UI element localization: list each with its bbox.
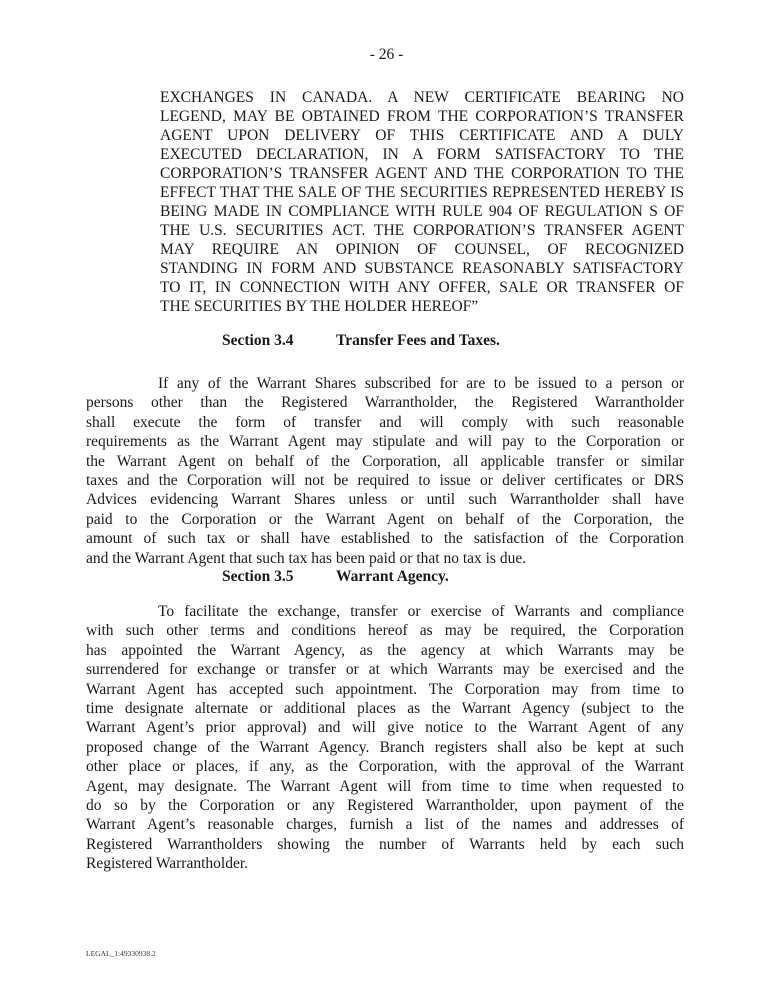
legend-line: MAY REQUIRE AN OPINION OF COUNSEL, OF RECOGNIZED <box>160 241 684 258</box>
legend-line: THE SECURITIES BY THE HOLDER HEREOF” <box>160 298 479 315</box>
paragraph-line: persons other than the Registered Warrantholder, the Registered Warrantholder <box>86 394 684 412</box>
paragraph-line: amount of such tax or shall have established to the satisfaction of the Corporation <box>86 530 684 548</box>
paragraph-line: Agent, may designate. The Warrant Agent will from time to time when requested to <box>86 777 684 795</box>
paragraph-line: surrendered for exchange or transfer or at which Warrants may be exercised and the <box>86 661 684 679</box>
paragraph-line: If any of the Warrant Shares subscribed for are to be issued to a person or <box>158 375 684 392</box>
section-number: Section 3.4 <box>222 332 294 349</box>
legend-line: THE U.S. SECURITIES ACT. THE CORPORATION’S TRANSFER AGENT <box>160 222 684 239</box>
paragraph-line: the Warrant Agent on behalf of the Corporation, all applicable transfer or similar <box>86 452 684 470</box>
paragraph-line: and the Warrant Agent that such tax has been paid or that no tax is due. <box>86 549 527 567</box>
section-3-4-heading <box>222 332 500 350</box>
legend-line: TO IT, IN CONNECTION WITH ANY OFFER, SALE OR TRANSFER OF <box>160 279 684 296</box>
paragraph-line: has appointed the Warrant Agency, as the agency at which Warrants may be <box>86 641 684 659</box>
section-title: Transfer Fees and Taxes. <box>336 332 500 349</box>
paragraph-line: Advices evidencing Warrant Shares unless or until such Warrantholder shall have <box>86 491 684 509</box>
legend-line: AGENT UPON DELIVERY OF THIS CERTIFICATE AND A DULY <box>160 127 684 144</box>
legend-line: STANDING IN FORM AND SUBSTANCE REASONABLY SATISFACTORY <box>160 260 684 277</box>
paragraph-line: Registered Warrantholder. <box>86 855 249 873</box>
paragraph-line: paid to the Corporation or the Warrant Agent on behalf of the Corporation, the <box>86 510 684 528</box>
paragraph-line: shall execute the form of transfer and will comply with such reasonable <box>86 413 684 431</box>
page-number: - 26 - <box>369 46 404 63</box>
document-footer-id: LEGAL_1:49330938.2 <box>86 949 156 958</box>
paragraph-line: Registered Warrantholders showing the number of Warrants held by each such <box>86 835 684 853</box>
paragraph-line: time designate alternate or additional places as the Warrant Agency (subject to the <box>86 699 684 717</box>
section-number: Section 3.5 <box>222 568 294 585</box>
legend-line: CORPORATION’S TRANSFER AGENT AND THE CORPORATION TO THE <box>160 165 684 182</box>
legend-line: EXCHANGES IN CANADA. A NEW CERTIFICATE BEARING NO <box>160 89 684 106</box>
legend-line: LEGEND, MAY BE OBTAINED FROM THE CORPORATION’S TRANSFER <box>160 108 684 125</box>
legend-line: EXECUTED DECLARATION, IN A FORM SATISFACTORY TO THE <box>160 146 684 163</box>
paragraph-line: To facilitate the exchange, transfer or exercise of Warrants and compliance <box>158 603 684 620</box>
section-3-5-paragraph <box>86 602 684 873</box>
section-3-4-paragraph <box>86 374 684 568</box>
paragraph-line: with such other terms and conditions hereof as may be required, the Corporation <box>86 622 684 640</box>
paragraph-line: Warrant Agent’s prior approval) and will give notice to the Warrant Agent of any <box>86 719 684 737</box>
paragraph-line: proposed change of the Warrant Agency. Branch registers shall also be kept at such <box>86 738 684 756</box>
paragraph-line: other place or places, if any, as the Corporation, with the approval of the Warrant <box>86 758 684 776</box>
legend-line: EFFECT THAT THE SALE OF THE SECURITIES REPRESENTED HEREBY IS <box>160 184 684 201</box>
legend-line: BEING MADE IN COMPLIANCE WITH RULE 904 OF REGULATION S OF <box>160 203 684 220</box>
paragraph-line: Warrant Agent’s reasonable charges, furnish a list of the names and addresses of <box>86 816 684 834</box>
paragraph-line: taxes and the Corporation will not be required to issue or deliver certificates or DRS <box>86 471 684 489</box>
section-3-5-heading <box>222 568 449 586</box>
paragraph-line: requirements as the Warrant Agent may stipulate and will pay to the Corporation or <box>86 433 684 451</box>
paragraph-line: do so by the Corporation or any Registered Warrantholder, upon payment of the <box>86 796 684 814</box>
section-title: Warrant Agency. <box>336 568 449 585</box>
legend-text-block <box>160 88 684 316</box>
paragraph-line: Warrant Agent has accepted such appointment. The Corporation may from time to <box>86 680 684 698</box>
